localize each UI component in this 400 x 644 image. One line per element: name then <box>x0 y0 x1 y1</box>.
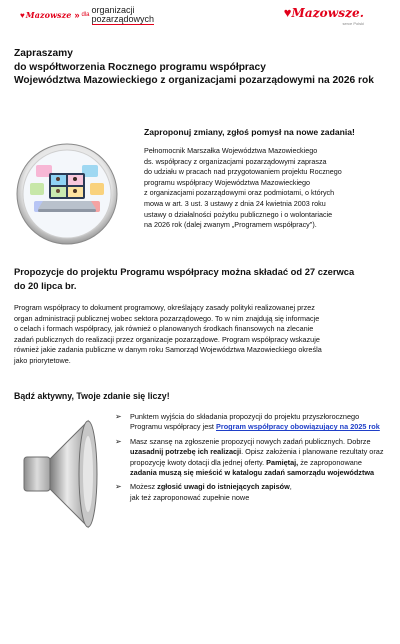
list-item <box>115 412 390 433</box>
arrow-bullet-icon: ➢ <box>115 412 122 421</box>
intro-line: ustawy o działalności pożytku publicznego i o wolontariacie <box>144 209 333 219</box>
bullet-text: . Opisz założenia i planowane rezultaty oraz propozycję kwoty dotacji dla jednej oferty. <box>130 447 384 467</box>
proposals-heading-line: do 20 lipca br. <box>14 279 77 291</box>
intro-line: mowa w art. 3 ust. 3 ustawy z dnia 24 kwietnia 2003 roku <box>144 198 326 208</box>
call-to-action: Bądź aktywny, Twoje zdanie się liczy! <box>14 391 170 401</box>
double-chevron-icon: » <box>74 10 80 20</box>
bullet-bold: uzasadnij potrzebę ich realizacji <box>130 447 242 457</box>
logo-org-text <box>92 6 155 24</box>
proposals-heading <box>14 265 386 292</box>
paragraph-line: Program współpracy to dokument programowy, określający zasady polityki realizowanej przez <box>14 303 315 312</box>
logo-dla-text: dla <box>81 12 90 18</box>
logo-org-line2-text: pozarządowych <box>91 14 155 24</box>
title-line: do współtworzenia Rocznego programu współpracy <box>14 61 266 73</box>
intro-line: na 2026 rok (dalej zwanym „Programem współpracy"). <box>144 220 317 230</box>
paragraph-line: o celach i formach współpracy, jak również o planowanych środkach finansowych na zlecanie <box>14 324 314 334</box>
paragraph-line: również jakie zadania publiczne w danym roku Samorząd Województwa Mazowieckiego określa <box>14 345 322 355</box>
paragraph-line: jako priorytetowe. <box>14 355 71 365</box>
mazowsze-logo[interactable] <box>284 4 364 26</box>
logo-org-line1: organizacji <box>91 5 135 15</box>
loudspeaker-image <box>18 413 116 533</box>
program-2025-link[interactable]: Program współpracy obowiązujący na 2025 rok <box>215 422 380 432</box>
bullet-text: że zaproponowane <box>298 457 362 467</box>
arrow-bullet-icon: ➢ <box>115 482 122 492</box>
logo-org-line2 <box>92 15 155 24</box>
intro-line: do udziału w pracach nad przygotowaniem projektu Rocznego <box>144 167 342 177</box>
intro-paragraph <box>144 146 384 231</box>
header <box>0 0 400 36</box>
arrow-bullet-icon: ➢ <box>115 436 122 446</box>
intro-line: ds. współpracy z organizacjami pozarządowymi zaprasza <box>144 156 327 166</box>
proposals-heading-line: Propozycje do projektu Programu współpracy można składać od 27 czerwca <box>14 266 355 277</box>
heart-icon: ♥ <box>283 5 292 20</box>
bullet-list <box>115 412 390 507</box>
title-line: Województwa Mazowieckiego z organizacjami pozarządowymi na 2026 rok <box>14 75 374 86</box>
laptop-video-call-image <box>16 143 118 245</box>
heart-icon: ♥ <box>20 10 25 20</box>
logo-brand-text: Mazowsze <box>25 10 72 20</box>
list-item <box>115 482 390 503</box>
intro-line: z organizacjami pozarządowymi oraz podmiotami, o których <box>144 188 335 198</box>
title-line: Zapraszamy <box>14 48 73 59</box>
intro-lead: Zaproponuj zmiany, zgłoś pomysł na nowe zadania! <box>144 127 355 137</box>
page-title <box>14 47 386 88</box>
logo-right-brand: Mazowsze. <box>291 6 364 20</box>
bullet-bold: zgłosić uwagi do istniejących zapisów <box>157 482 290 492</box>
proposals-paragraph <box>14 303 386 367</box>
bullet-text: jak też zaproponować zupełnie nowe <box>130 492 250 502</box>
list-item <box>115 437 390 479</box>
bullet-bold: Pamiętaj, <box>266 457 299 467</box>
paragraph-line: organ administracji publicznej wobec sektora pozarządowego. To w nim znajdują się informacje <box>14 313 320 323</box>
logo-tagline: serce Polski <box>342 21 364 26</box>
intro-line: programu współpracy Województwa Mazowieckiego <box>144 177 311 187</box>
intro-line: Pełnomocnik Marszałka Województwa Mazowieckiego <box>144 146 318 155</box>
bullet-text: Możesz <box>130 482 158 492</box>
mazowsze-dla-ngo-logo[interactable] <box>20 6 154 24</box>
paragraph-line: zadań publicznych do realizacji przez organizacje pozarządowe. Program współpracy wskazuje <box>14 334 320 344</box>
bullet-text: , <box>289 482 292 492</box>
bullet-bold: zadania muszą się mieścić w katalogu zadań samorządu województwa <box>130 468 375 478</box>
bullet-text: Masz szansę na zgłoszenie propozycji nowych zadań publicznych. Dobrze <box>130 436 371 446</box>
bullet-text: Punktem wyjścia do składania propozycji do projektu przyszłorocznego Programu współpracy jest <box>130 412 360 432</box>
